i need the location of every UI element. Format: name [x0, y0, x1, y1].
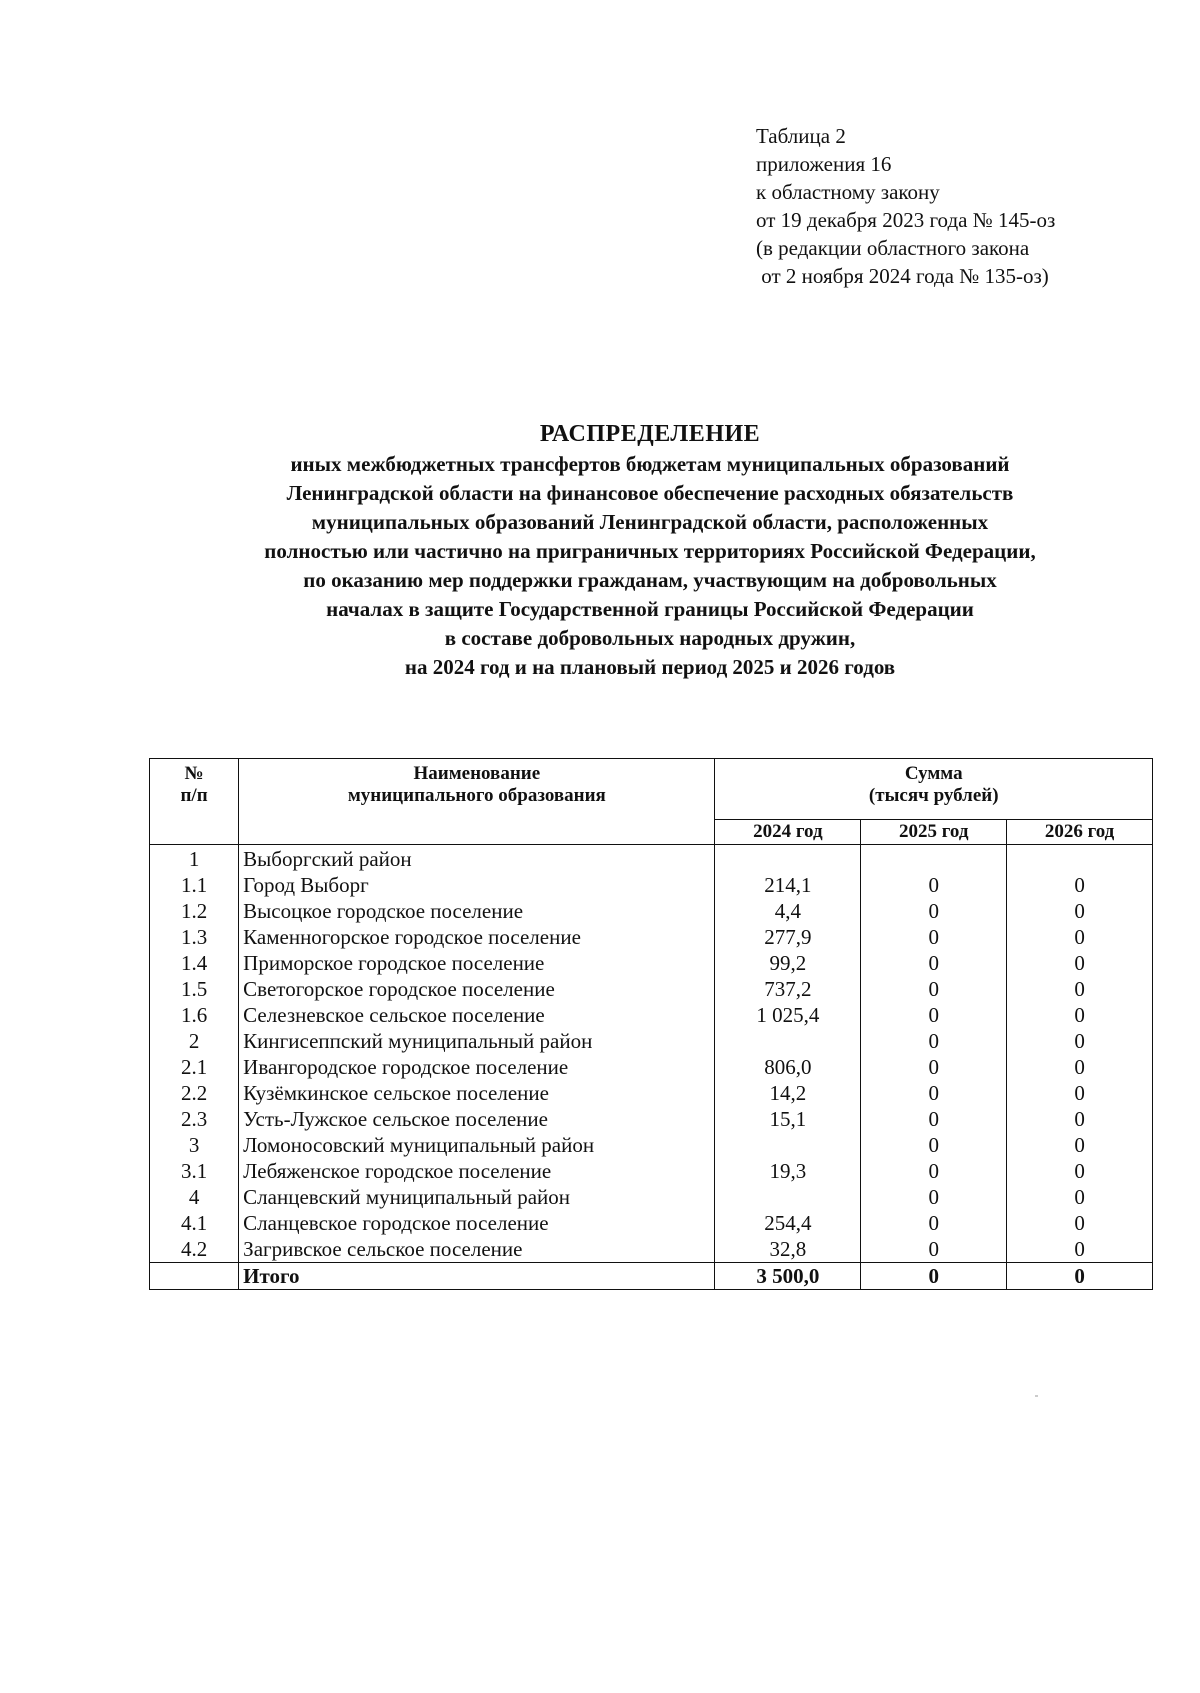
total-sum-2026: 0: [1007, 1263, 1153, 1290]
row-municipality-name: Город Выборг: [239, 872, 715, 898]
row-sum-2024: 14,2: [715, 1080, 861, 1106]
row-sum-2026: 0: [1007, 1184, 1153, 1210]
row-sum-2025: 0: [861, 1184, 1007, 1210]
title-line: иных межбюджетных трансфертов бюджетам муниципальных образований: [290, 452, 1010, 476]
row-municipality-name: Каменногорское городское поселение: [239, 924, 715, 950]
col-header-2024: 2024 год: [715, 820, 861, 845]
document-header: [756, 122, 1055, 290]
header-line: Таблица 2: [756, 124, 846, 148]
col-header-sum: [715, 759, 1153, 820]
row-municipality-name: Загривское сельское поселение: [239, 1236, 715, 1263]
row-sum-2025: 0: [861, 1236, 1007, 1263]
row-sum-2024: 1 025,4: [715, 1002, 861, 1028]
row-number: 1.3: [150, 924, 239, 950]
table-row: [150, 1028, 1153, 1054]
row-sum-2025: [861, 845, 1007, 873]
row-sum-2025: 0: [861, 924, 1007, 950]
row-number: 4.2: [150, 1236, 239, 1263]
row-municipality-name: Ивангородское городское поселение: [239, 1054, 715, 1080]
row-sum-2024: 737,2: [715, 976, 861, 1002]
col-header-name-line2: муниципального образования: [347, 785, 606, 806]
row-sum-2026: 0: [1007, 1132, 1153, 1158]
table-row: [150, 872, 1153, 898]
title-line: началах в защите Государственной границы Российской Федерации: [326, 597, 974, 621]
table-row: [150, 924, 1153, 950]
table-body: [150, 845, 1153, 1290]
row-sum-2024: [715, 1132, 861, 1158]
row-number: 1.5: [150, 976, 239, 1002]
scan-artifact: [1035, 1395, 1038, 1397]
distribution-table: [149, 758, 1153, 1290]
row-sum-2026: 0: [1007, 1236, 1153, 1263]
row-sum-2025: 0: [861, 1210, 1007, 1236]
total-sum-2025: 0: [861, 1263, 1007, 1290]
table-row: [150, 950, 1153, 976]
row-number: 2.1: [150, 1054, 239, 1080]
total-sum-2024: 3 500,0: [715, 1263, 861, 1290]
table-row: [150, 976, 1153, 1002]
row-sum-2024: 4,4: [715, 898, 861, 924]
row-sum-2024: [715, 845, 861, 873]
table-row: [150, 898, 1153, 924]
table-row: [150, 1210, 1153, 1236]
col-header-2026: 2026 год: [1007, 820, 1153, 845]
col-header-number-line2: п/п: [180, 785, 208, 806]
row-sum-2026: 0: [1007, 1158, 1153, 1184]
table-row: [150, 1184, 1153, 1210]
row-municipality-name: Селезневское сельское поселение: [239, 1002, 715, 1028]
table-row: [150, 1002, 1153, 1028]
row-sum-2026: 0: [1007, 1028, 1153, 1054]
row-sum-2024: 19,3: [715, 1158, 861, 1184]
row-sum-2025: 0: [861, 1106, 1007, 1132]
col-header-number: [150, 759, 239, 845]
title-line: полностью или частично на приграничных территориях Российской Федерации,: [264, 539, 1036, 563]
row-sum-2026: 0: [1007, 1054, 1153, 1080]
row-sum-2026: 0: [1007, 872, 1153, 898]
header-line: (в редакции областного закона: [756, 236, 1030, 260]
col-header-name-line1: Наименование: [413, 763, 541, 784]
row-sum-2026: 0: [1007, 1080, 1153, 1106]
row-sum-2026: 0: [1007, 1210, 1153, 1236]
row-sum-2025: 0: [861, 1132, 1007, 1158]
row-sum-2025: 0: [861, 1054, 1007, 1080]
row-municipality-name: Выборгский район: [239, 845, 715, 873]
row-municipality-name: Кингисеппский муниципальный район: [239, 1028, 715, 1054]
row-sum-2024: [715, 1028, 861, 1054]
table-total-row: [150, 1263, 1153, 1290]
row-number: 1.6: [150, 1002, 239, 1028]
row-sum-2025: 0: [861, 1002, 1007, 1028]
row-sum-2025: 0: [861, 898, 1007, 924]
row-number: 3.1: [150, 1158, 239, 1184]
col-header-name: [239, 759, 715, 845]
row-municipality-name: Лебяженское городское поселение: [239, 1158, 715, 1184]
title-line: в составе добровольных народных дружин,: [444, 626, 856, 650]
row-sum-2025: 0: [861, 950, 1007, 976]
title-main: РАСПРЕДЕЛЕНИЕ: [539, 421, 761, 447]
row-sum-2025: 0: [861, 872, 1007, 898]
row-sum-2025: 0: [861, 1028, 1007, 1054]
row-sum-2026: 0: [1007, 950, 1153, 976]
title-line: по оказанию мер поддержки гражданам, участвующим на добровольных: [303, 568, 997, 592]
row-municipality-name: Сланцевский муниципальный район: [239, 1184, 715, 1210]
title-line: на 2024 год и на плановый период 2025 и 2026 годов: [404, 655, 896, 679]
col-header-sum-line1: Сумма: [904, 763, 963, 784]
row-sum-2024: 806,0: [715, 1054, 861, 1080]
table-row: [150, 1132, 1153, 1158]
row-sum-2024: 99,2: [715, 950, 861, 976]
row-number: 1.2: [150, 898, 239, 924]
row-municipality-name: Светогорское городское поселение: [239, 976, 715, 1002]
row-municipality-name: Усть-Лужское сельское поселение: [239, 1106, 715, 1132]
row-sum-2024: 32,8: [715, 1236, 861, 1263]
row-sum-2024: 254,4: [715, 1210, 861, 1236]
row-sum-2026: 0: [1007, 1002, 1153, 1028]
row-municipality-name: Высоцкое городское поселение: [239, 898, 715, 924]
col-header-sum-line2: (тысяч рублей): [868, 785, 999, 806]
row-sum-2025: 0: [861, 976, 1007, 1002]
header-line: от 2 ноября 2024 года № 135-оз): [756, 264, 1049, 288]
row-sum-2024: 214,1: [715, 872, 861, 898]
document-title: [140, 418, 1160, 682]
row-municipality-name: Ломоносовский муниципальный район: [239, 1132, 715, 1158]
row-sum-2026: [1007, 845, 1153, 873]
header-line: к областному закону: [756, 180, 940, 204]
table-row: [150, 1080, 1153, 1106]
row-number: 2.3: [150, 1106, 239, 1132]
total-label: Итого: [239, 1263, 715, 1290]
row-sum-2024: [715, 1184, 861, 1210]
row-number: 2.2: [150, 1080, 239, 1106]
table-row: [150, 1236, 1153, 1263]
row-sum-2025: 0: [861, 1080, 1007, 1106]
row-sum-2026: 0: [1007, 898, 1153, 924]
col-header-2025: 2025 год: [861, 820, 1007, 845]
row-number: 4.1: [150, 1210, 239, 1236]
header-line: от 19 декабря 2023 года № 145-оз: [756, 208, 1056, 232]
row-number: 1.1: [150, 872, 239, 898]
row-sum-2026: 0: [1007, 976, 1153, 1002]
row-sum-2026: 0: [1007, 1106, 1153, 1132]
row-sum-2025: 0: [861, 1158, 1007, 1184]
title-line: Ленинградской области на финансовое обеспечение расходных обязательств: [286, 481, 1014, 505]
table-row: [150, 1158, 1153, 1184]
row-sum-2026: 0: [1007, 924, 1153, 950]
row-sum-2024: 277,9: [715, 924, 861, 950]
table-row: [150, 1054, 1153, 1080]
row-number: 3: [150, 1132, 239, 1158]
row-municipality-name: Сланцевское городское поселение: [239, 1210, 715, 1236]
row-sum-2024: 15,1: [715, 1106, 861, 1132]
title-line: муниципальных образований Ленинградской области, расположенных: [311, 510, 989, 534]
header-line: приложения 16: [756, 152, 892, 176]
row-number: 2: [150, 1028, 239, 1054]
row-number: 1: [150, 845, 239, 873]
table-row: [150, 845, 1153, 873]
total-number: [150, 1263, 239, 1290]
table-row: [150, 1106, 1153, 1132]
row-number: 4: [150, 1184, 239, 1210]
row-municipality-name: Приморское городское поселение: [239, 950, 715, 976]
row-municipality-name: Кузёмкинское сельское поселение: [239, 1080, 715, 1106]
row-number: 1.4: [150, 950, 239, 976]
col-header-number-line1: №: [184, 763, 204, 784]
